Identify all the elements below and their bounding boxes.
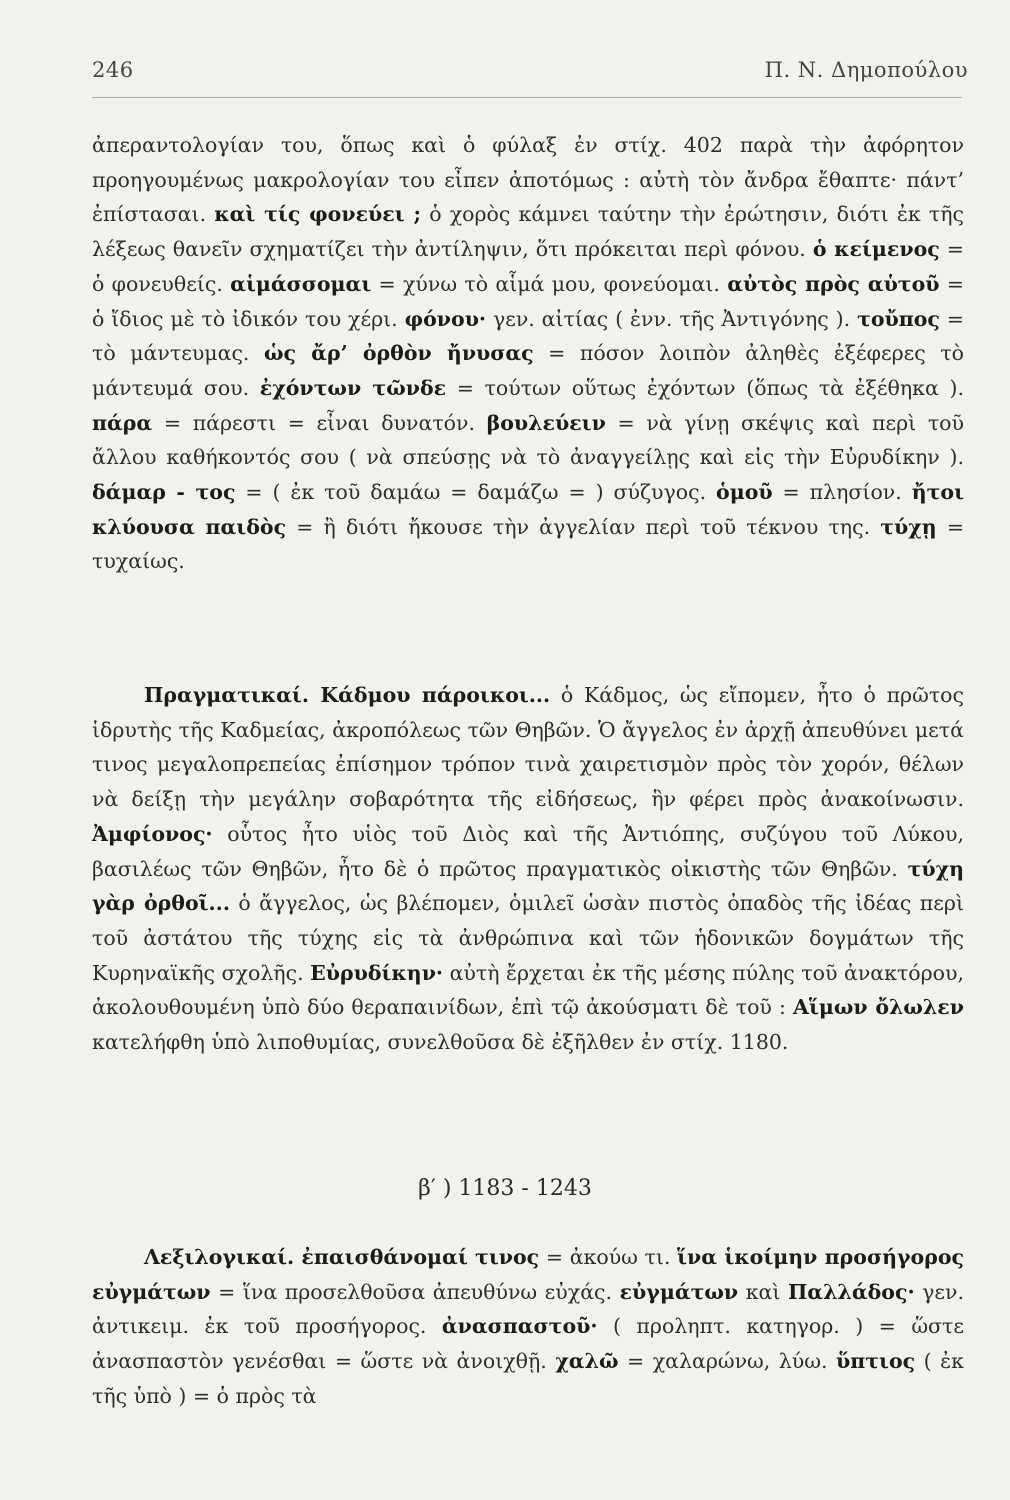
gloss-text: ( προληπτ. κατηγορ. ) = ὥστε ἀνασπαστὸν γενέσθαι = ὥστε νὰ ἀνοιχθῇ. (92, 1314, 964, 1374)
lemma-term: Παλλάδος· (787, 1279, 915, 1304)
gloss-text: γεν. αἰτίας ( ἐνν. τῆς Ἀντιγόνης ). (486, 306, 858, 331)
gloss-text: ὁ Κάδμος, ὡς εἴπομεν, ἦτο ὁ πρῶτος ἱδρυτὴς τῆς Καδμείας, ἀκροπόλεως τῶν Θηβῶν. Ὁ ἄγγελος ἐν ἀρχῇ ἀπευθύνει μετά τινος μεγαλοπρεπείας ἐπίσημον τρόπον τινὰ χαιρετισμὸν πρὸς τὸν χορόν, θέλων νὰ δείξῃ τὴν μεγάλην σοβαρότητα τῆς εἰδήσεως, ἣν φέρει πρὸς ἀνακοίνωσιν. (92, 683, 964, 812)
lemma-term: τύχῃ (880, 514, 937, 539)
lemma-term: τύχη γὰρ ὀρθοῖ... (92, 856, 964, 916)
gloss-text: = νὰ γίνῃ σκέψις καὶ περὶ τοῦ ἄλλου καθήκοντός σου ( νὰ σπεύσῃς νὰ τὸ ἀναγγείλῃς καὶ εἰς τὴν Εὐρυδίκην ). (92, 410, 964, 470)
gloss-text: ( ἐκ τῆς ὑπὸ ) = ὁ πρὸς τὰ (92, 1349, 964, 1408)
gloss-text: = χαλαρώνω, λύω. (618, 1349, 837, 1374)
lemma-term: ὕπτιος (836, 1349, 916, 1374)
gloss-text: = ὁ φονευθείς. (92, 237, 964, 296)
gloss-text: = τούτων οὕτως ἐχόντων (ὅπως τὰ ἐξέθηκα ). (446, 375, 964, 400)
lemma-term: Πραγματικαί. Κάδμου πάροικοι... (144, 683, 551, 707)
gloss-text: αὐτὴ ἔρχεται ἐκ τῆς μέσης πύλης τοῦ ἀνακτόρου, ἀκολουθουμένη ὑπὸ δύο θεραπαινίδων, ἐπὶ τῷ ἀκούσματι δὲ τοῦ : (92, 960, 964, 1020)
lemma-term: πάρα (92, 410, 153, 435)
lemma-term: ὁ κείμενος (812, 237, 940, 262)
lemma-term: αὐτὸς πρὸς αὑτοῦ (727, 271, 940, 296)
gloss-text: = ἵνα προσελθοῦσα ἀπευθύνω εὐχάς. (210, 1279, 620, 1304)
lemma-term: εὐγμάτων (619, 1279, 739, 1304)
lemma-term: χαλῶ (555, 1349, 619, 1374)
lemma-term: καὶ τίς φονεύει ; (214, 202, 422, 227)
paragraph-factual-notes (92, 678, 964, 1060)
lemma-term: Ἀμφίονος· (92, 821, 213, 846)
gloss-text: κατελήφθη ὑπὸ λιποθυμίας, συνελθοῦσα δὲ ἐξῆλθεν ἐν στίχ. 1180. (92, 1030, 789, 1055)
gloss-text: = πάρεστι = εἶναι δυνατόν. (152, 410, 487, 435)
gloss-text: = ἢ διότι ἤκουσε τὴν ἀγγελίαν περὶ τοῦ τέκνου της. (286, 514, 881, 539)
gloss-text: ἀπεραντολογίαν του, ὅπως καὶ ὁ φύλαξ ἐν στίχ. 402 παρὰ τὴν ἀφόρητον προηγουμένως μακρολογίαν του εἶπεν ἀποτόμως : αὐτὴ τὸν ἄνδρα ἔθαπτε· πάντ’ ἐπίστασαι. (92, 133, 964, 227)
gloss-text: ὁ ἄγγελος, ὡς βλέπομεν, ὁμιλεῖ ὡσὰν πιστὸς ὀπαδὸς τῆς ἰδέας περὶ τοῦ ἀστάτου τῆς τύχης εἰς τὰ ἀνθρώπινα καὶ τῶν ἡδονικῶν δογμάτων τῆς Κυρηναϊκῆς σχολῆς. (92, 891, 964, 985)
lemma-term: Εὐρυδίκην· (310, 960, 444, 985)
lemma-term: δάμαρ - τος (92, 480, 236, 505)
lemma-term: ὁμοῦ (716, 480, 773, 505)
gloss-text: = πλησίον. (772, 480, 912, 505)
gloss-text: = ( ἐκ τοῦ δαμάω = δαμάζω = ) σύζυγος. (235, 480, 717, 505)
header-rule (92, 97, 962, 98)
lemma-term: τοὔπος (857, 306, 940, 331)
gloss-text: καὶ (738, 1279, 788, 1304)
lemma-term: ἵνα ἱκοίμην προσήγορος εὐγμάτων (92, 1245, 964, 1304)
gloss-text: = τὸ μάντευμας. (92, 306, 964, 366)
lemma-term: Λεξιλογικαί. ἐπαισθάνομαί τινος (144, 1245, 540, 1269)
gloss-text: γεν. ἀντικειμ. ἐκ τοῦ προσήγορος. (92, 1279, 964, 1339)
section-heading: β′ ) 1183 - 1243 (418, 1176, 592, 1201)
gloss-text: ὁ χορὸς κάμνει ταύτην τὴν ἐρώτησιν, διότι ἐκ τῆς λέξεως θανεῖν σχηματίζει τὴν ἀντίληψιν, ὅτι πρόκειται περὶ φόνου. (92, 202, 964, 262)
lemma-term: ὡς ἄρ’ ὀρθὸν ἤνυσας (264, 341, 534, 366)
lemma-term: Αἵμων ὄλωλεν (793, 995, 964, 1020)
lemma-term: φόνου· (404, 306, 487, 331)
paragraph-lexical-notes (92, 128, 964, 579)
gloss-text: = τυχαίως. (92, 514, 964, 574)
lemma-term: βουλεύειν (486, 410, 606, 435)
lemma-term: ἀνασπαστοῦ· (441, 1314, 598, 1339)
lemma-term: ἤτοι κλύουσα παιδὸς (92, 480, 964, 539)
paragraph-lexical-notes-2 (92, 1240, 964, 1414)
page-number: 246 (92, 58, 134, 82)
lemma-term: ἐχόντων τῶνδε (259, 375, 447, 400)
running-header (92, 58, 968, 82)
gloss-text: = ἀκούω τι. (539, 1245, 678, 1269)
lemma-term: αἱμάσσομαι (230, 271, 372, 296)
gloss-text: = χύνω τὸ αἷμά μου, φονεύομαι. (371, 271, 728, 296)
running-header-author: Π. Ν. Δημοπούλου (764, 58, 968, 82)
gloss-text: οὗτος ἦτο υἱὸς τοῦ Διὸς καὶ τῆς Ἀντιόπης, συζύγου τοῦ Λύκου, βασιλέως τῶν Θηβῶν, ἦτο δὲ ὁ πρῶτος πραγματικὸς οἰκιστὴς τῶν Θηβῶν. (92, 821, 964, 881)
gloss-text: = πόσον λοιπὸν ἀληθὲς ἐξέφερες τὸ μάντευμά σου. (92, 341, 965, 400)
gloss-text: = ὁ ἴδιος μὲ τὸ ἰδικόν του χέρι. (92, 271, 964, 331)
